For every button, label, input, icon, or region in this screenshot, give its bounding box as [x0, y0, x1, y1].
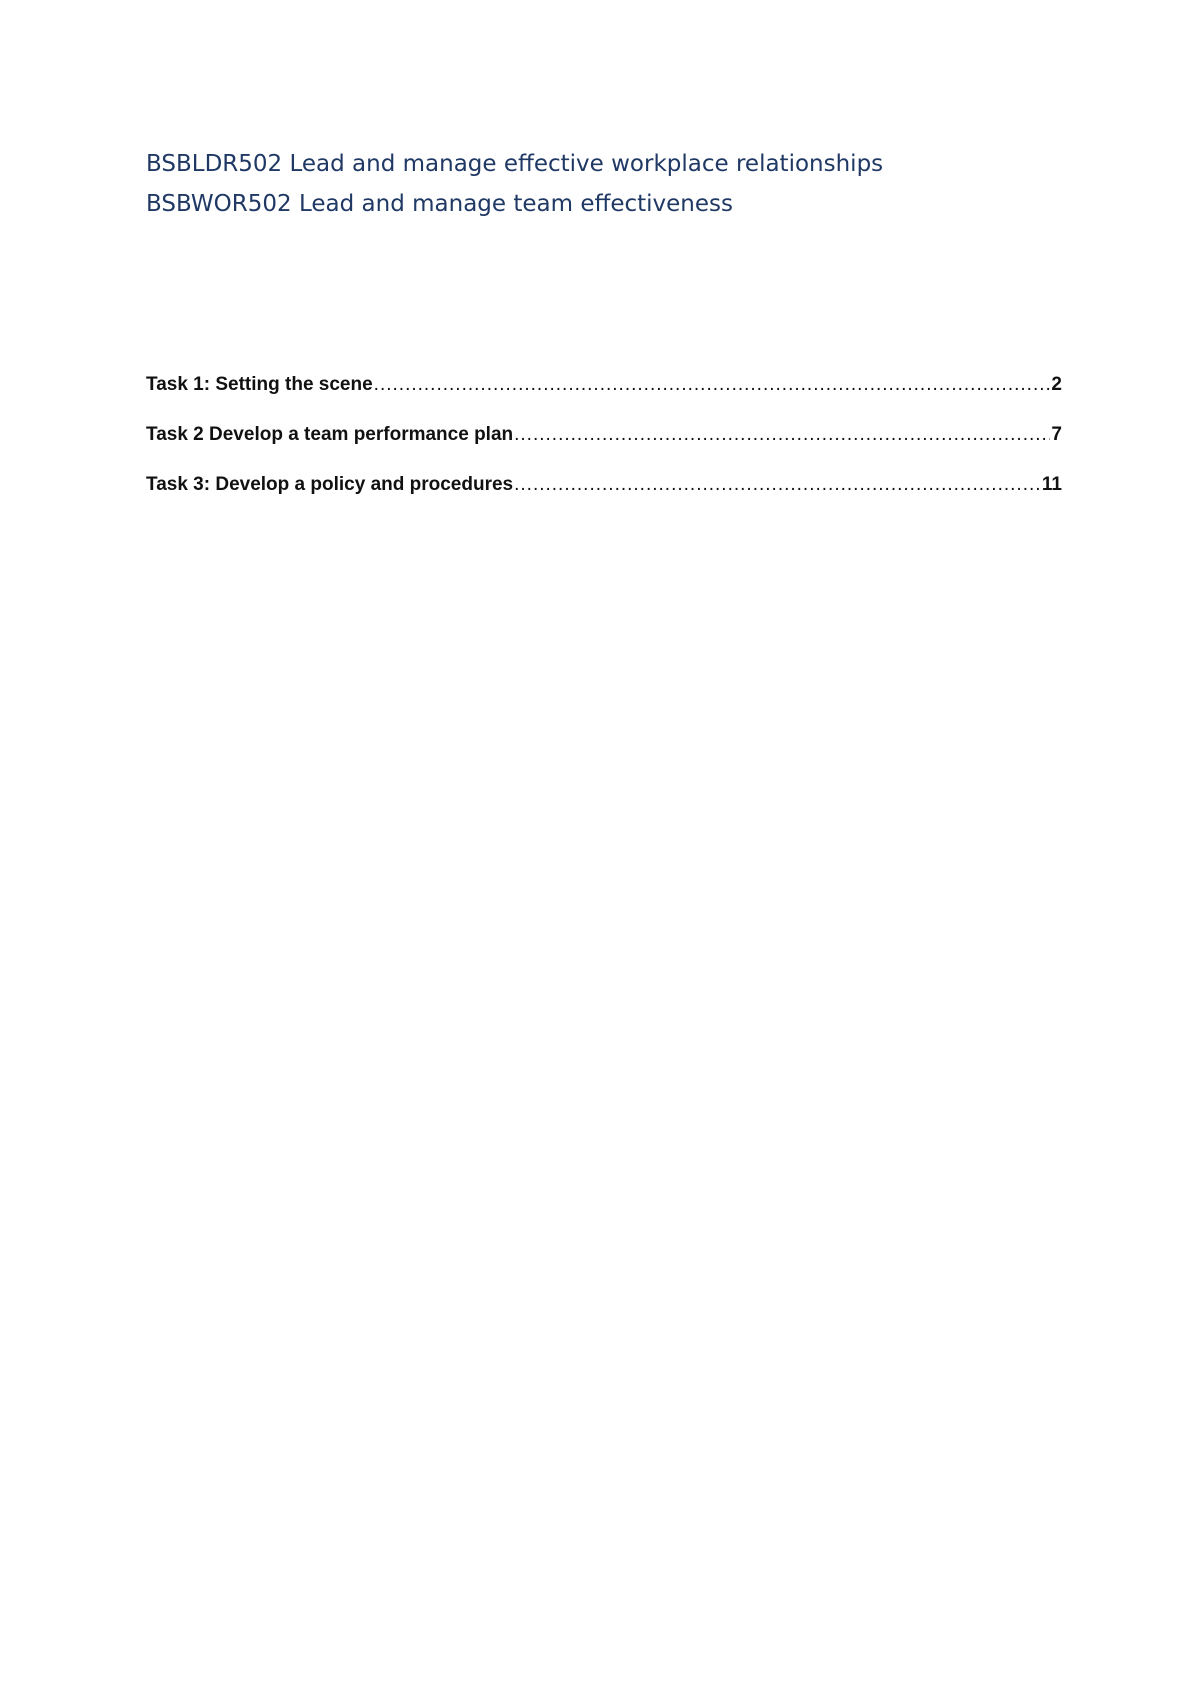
toc-page-number: 2 [1051, 374, 1062, 395]
toc-entry-label: Task 1: Setting the scene [146, 374, 373, 395]
toc-entry-task-1[interactable] [146, 372, 1062, 398]
toc-dot-leader [514, 422, 1050, 448]
unit-title-2: BSBWOR502 Lead and manage team effectiveness [146, 191, 733, 217]
toc-entry-task-2[interactable] [146, 422, 1062, 448]
toc-entry-task-3[interactable] [146, 472, 1062, 498]
toc-page-number: 7 [1051, 424, 1062, 445]
toc-dot-leader [514, 472, 1041, 498]
table-of-contents [146, 372, 1062, 522]
title-block [146, 144, 1066, 224]
unit-title-1: BSBLDR502 Lead and manage effective workplace relationships [146, 151, 884, 177]
toc-entry-label: Task 3: Develop a policy and procedures [146, 474, 514, 495]
toc-dot-leader [374, 372, 1051, 398]
toc-page-number: 11 [1041, 474, 1062, 495]
toc-entry-label: Task 2 Develop a team performance plan [146, 424, 514, 445]
